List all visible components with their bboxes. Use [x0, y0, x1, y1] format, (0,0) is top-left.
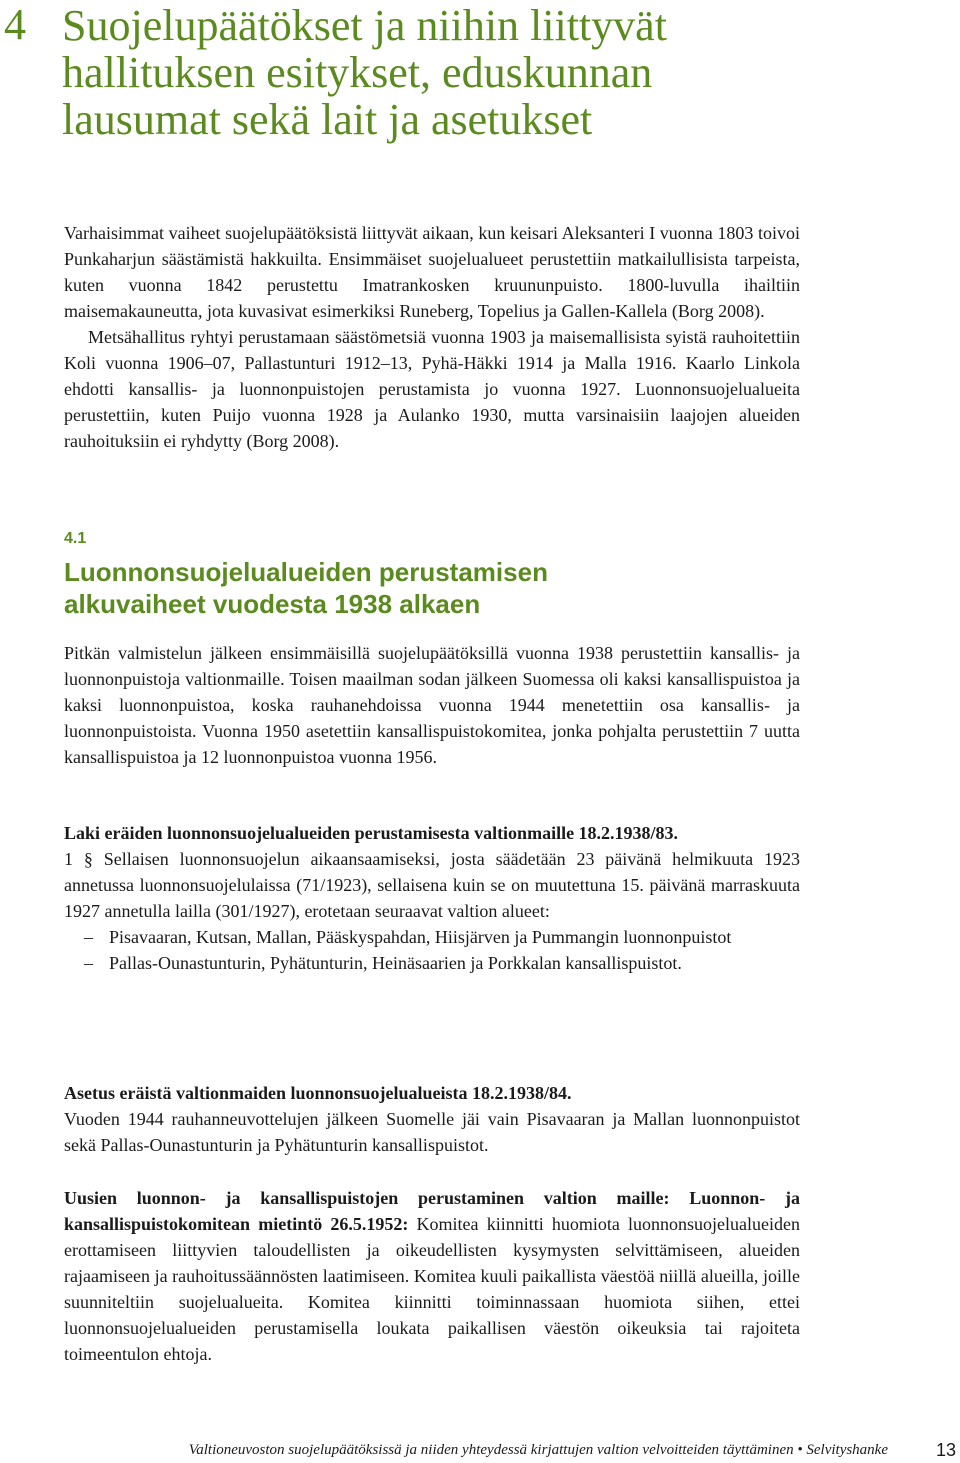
- page-number: 13: [935, 1440, 956, 1460]
- footer-text: Valtioneuvoston suojelupäätöksissä ja niiden yhteydessä kirjattujen valtion velvoitteiden täyttäminen • Selvityshanke: [188, 1442, 888, 1458]
- law-text: Vuoden 1944 rauhanneuvottelujen jälkeen Suomelle jäi vain Pisavaaran ja Mallan luonnonpuistot sekä Pallas-Ounastunturin ja Pyhätunturin kansallispuistot.: [64, 1109, 800, 1155]
- committee-heading: Uusien luonnon- ja kansallispuistojen perustaminen valtion maille: Luonnon- ja kansallispuistokomitean mietintö 26.5.1952:: [64, 1188, 800, 1234]
- chapter-title-line: hallituksen esitykset, eduskunnan: [62, 48, 653, 97]
- section-title: [64, 556, 764, 620]
- intro-text: [64, 220, 800, 454]
- chapter-number: 4: [4, 0, 26, 49]
- chapter-title: [62, 2, 922, 143]
- dash-marker: –: [84, 953, 93, 973]
- law-heading: Laki eräiden luonnonsuojelualueiden perustamisesta valtionmaille 18.2.1938/83.: [64, 823, 679, 843]
- intro-paragraph: Varhaisimmat vaiheet suojelupäätöksistä liittyvät aikaan, kun keisari Aleksanteri I vuonna 1803 toivoi Punkaharjun säästämistä hakkuilta. Ensimmäiset suojelualueet perustettiin matkailullisista tarpeista, kuten vuonna 1842 perustettu Imatrankosken kruununpuisto. 1800-luvulla ihailtiin maisemakauneutta, jota kuvasivat esimerkiksi Runeberg, Topelius ja Gallen-Kallela (Borg 2008).: [64, 223, 800, 321]
- chapter-title-line: Suojelupäätökset ja niihin liittyvät: [62, 1, 667, 50]
- section-paragraph: Pitkän valmistelun jälkeen ensimmäisillä suojelupäätöksillä vuonna 1938 perustettiin kansallis- ja luonnonpuistoja valtionmaille. Toisen maailman sodan jälkeen Suomessa oli kaksi kansallispuistoa ja kaksi luonnonpuistoa, koska rauhanehdoissa vuonna 1944 menetettiin osa kansallis- ja luonnonpuistoista. Vuonna 1950 asetettiin kansallispuistokomitea, jonka pohjalta perustettiin 7 uutta kansallispuistoa ja 12 luonnonpuistoa vuonna 1956.: [64, 643, 800, 767]
- section-title-line: Luonnonsuojelualueiden perustamisen: [64, 557, 548, 587]
- list-item: [64, 950, 800, 976]
- section-number: 4.1: [64, 530, 87, 547]
- committee-paragraph: [64, 1185, 800, 1367]
- dash-marker: –: [84, 927, 93, 947]
- law-text: 1 § Sellaisen luonnonsuojelun aikaansaamiseksi, josta säädetään 23 päivänä helmikuuta 1923 annetussa luonnonsuojelulaissa (71/1923), sellaisena kuin se on muutettuna 15. päivänä marraskuuta 1927 annetulla lailla (301/1927), erotetaan seuraavat valtion alueet:: [64, 849, 800, 921]
- page-footer: [0, 1440, 960, 1462]
- law-block-1938-83: [64, 820, 800, 976]
- committee-block-1952: [64, 1185, 800, 1367]
- committee-text: Komitea kiinnitti huomiota luonnonsuojelualueiden erottamiseen liittyvien taloudellisten ja oikeudellisten kysymysten selvittämiseen, alueiden rajaamiseen ja rauhoitussäännösten laatimiseen. Komitea kuuli paikallista väestöä niillä alueilla, joille suunniteltiin suojelualueita. Komitea kiinnitti toiminnassaan huomiota siihen, ettei luonnonsuojelualueiden perustamisella loukata paikallisen väestön oikeuksia tai rajoiteta toimeentulon ehtoja.: [64, 1214, 800, 1364]
- section-paragraph-block: [64, 640, 800, 770]
- intro-paragraph: Metsähallitus ryhtyi perustamaan säästömetsiä vuonna 1903 ja maisemallisista syistä rauhoitettiin Koli vuonna 1906–07, Pallastunturi 1912–13, Pyhä-Häkki 1914 ja Malla 1916. Kaarlo Linkola ehdotti kansallis- ja luonnonpuistojen perustamista jo vuonna 1927. Luonnonsuojelualueita perustettiin, kuten Puijo vuonna 1928 ja Aulanko 1930, mutta varsinaisiin laajojen alueiden rauhoituksiin ei ryhdytty (Borg 2008).: [64, 327, 800, 451]
- law-block-1938-84: [64, 1080, 800, 1158]
- law-heading: Asetus eräistä valtionmaiden luonnonsuojelualueista 18.2.1938/84.: [64, 1083, 572, 1103]
- section-title-line: alkuvaiheet vuodesta 1938 alkaen: [64, 589, 481, 619]
- list-item: [64, 924, 800, 950]
- chapter-title-line: lausumat sekä lait ja asetukset: [62, 95, 593, 144]
- list-item-text: Pisavaaran, Kutsan, Mallan, Pääskyspahdan, Hiisjärven ja Pummangin luonnonpuistot: [109, 927, 732, 947]
- list-item-text: Pallas-Ounastunturin, Pyhätunturin, Heinäsaarien ja Porkkalan kansallispuistot.: [109, 953, 682, 973]
- law-item-list: [64, 924, 800, 976]
